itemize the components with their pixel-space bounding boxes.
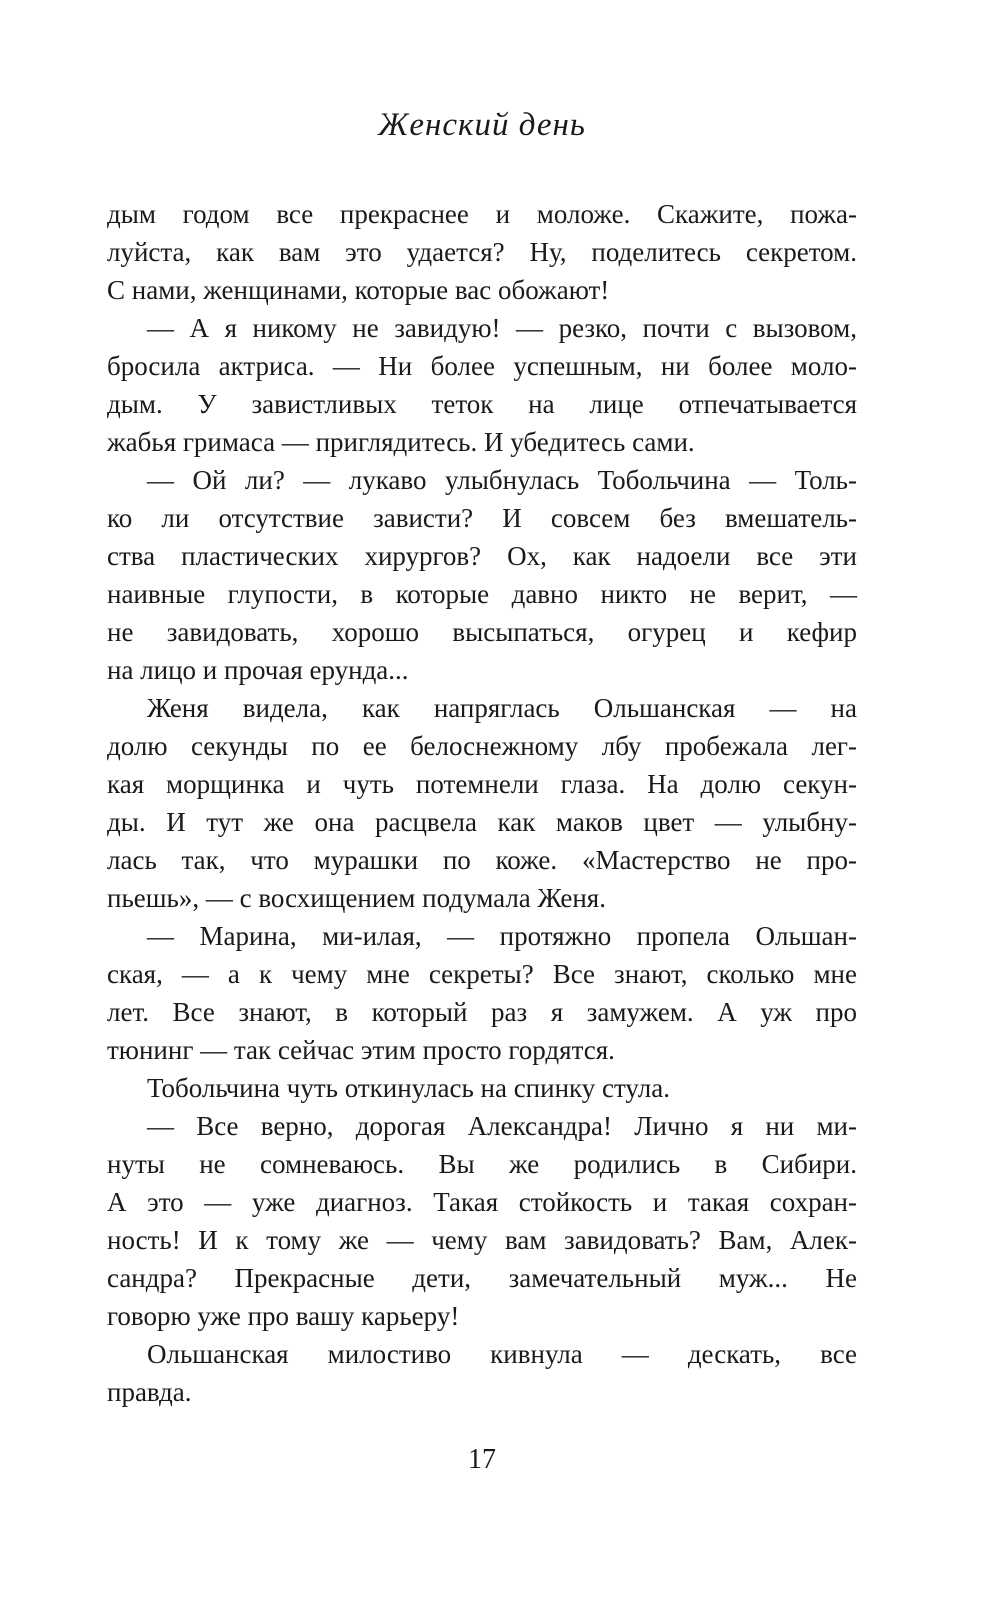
text-line: ность! И к тому же — чему вам завидовать? Вам, Алек-	[107, 1225, 857, 1255]
text-line: сандра? Прекрасные дети, замечательный муж... Не	[107, 1263, 857, 1293]
text-line: А это — уже диагноз. Такая стойкость и такая сохран-	[107, 1187, 857, 1217]
text-line: С нами, женщинами, которые вас обожают!	[107, 275, 610, 305]
text-line: пьешь», — с восхищением подумала Женя.	[107, 883, 606, 913]
text-line: не завидовать, хорошо высыпаться, огурец и кефир	[107, 617, 857, 647]
text-line: Тобольчина чуть откинулась на спинку стула.	[147, 1073, 670, 1103]
text-line: — Марина, ми-илая, — протяжно пропела Ольшан-	[147, 921, 857, 951]
page-number: 17	[468, 1444, 496, 1475]
text-line: — Ой ли? — лукаво улыбнулась Тобольчина — Толь-	[147, 465, 857, 495]
text-line: Ольшанская милостиво кивнула — дескать, все	[147, 1339, 857, 1369]
text-line: лет. Все знают, в который раз я замужем. А уж про	[107, 997, 857, 1027]
text-line: Женя видела, как напряглась Ольшанская — на	[147, 693, 857, 723]
text-line: говорю уже про вашу карьеру!	[107, 1301, 460, 1331]
text-line: кая морщинка и чуть потемнели глаза. На долю секун-	[107, 769, 857, 799]
text-line: ства пластических хирургов? Ох, как надоели все эти	[107, 541, 857, 571]
text-line: — Все верно, дорогая Александра! Лично я ни ми-	[147, 1111, 857, 1141]
text-line: — А я никому не завидую! — резко, почти с вызовом,	[147, 313, 857, 343]
text-line: дым годом все прекраснее и моложе. Скажите, пожа-	[107, 199, 857, 229]
text-line: бросила актриса. — Ни более успешным, ни более моло-	[107, 351, 857, 381]
running-head: Женский день	[378, 107, 586, 143]
text-line: луйста, как вам это удается? Ну, поделитесь секретом.	[107, 237, 857, 267]
text-block	[107, 195, 857, 1411]
text-line: жабья гримаса — приглядитесь. И убедитесь сами.	[107, 427, 695, 457]
text-line: нуты не сомневаюсь. Вы же родились в Сибири.	[107, 1149, 857, 1179]
text-line: наивные глупости, в которые давно никто не верит, —	[107, 579, 857, 609]
text-line: ко ли отсутствие зависти? И совсем без вмешатель-	[107, 503, 857, 533]
text-line: дым. У завистливых теток на лице отпечатывается	[107, 389, 857, 419]
text-line: лась так, что мурашки по коже. «Мастерство не про-	[107, 845, 857, 875]
text-line: правда.	[107, 1377, 192, 1407]
text-line: тюнинг — так сейчас этим просто гордятся.	[107, 1035, 615, 1065]
text-line: на лицо и прочая ерунда...	[107, 655, 409, 685]
text-line: ская, — а к чему мне секреты? Все знают, сколько мне	[107, 959, 857, 989]
text-line: ды. И тут же она расцвела как маков цвет — улыбну-	[107, 807, 857, 837]
text-line: долю секунды по ее белоснежному лбу пробежала лег-	[107, 731, 857, 761]
